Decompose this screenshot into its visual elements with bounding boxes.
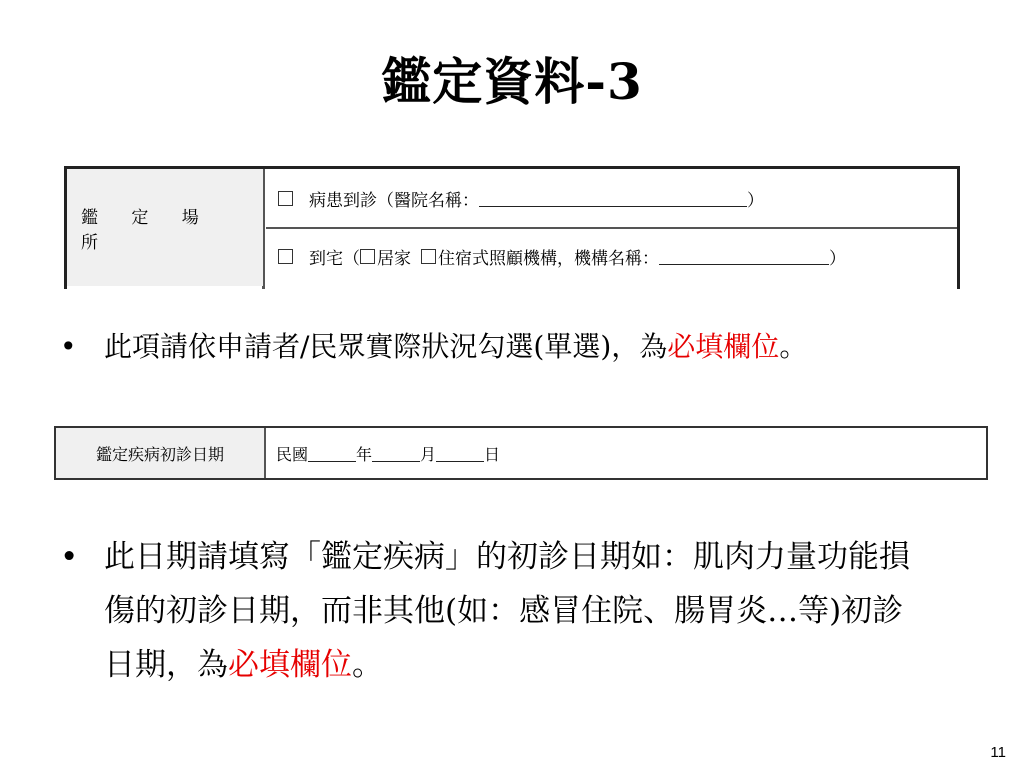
bullet2-text: 此日期請填寫「鑑定疾病」的初診日期如：肌肉力量功能損傷的初診日期，而非其他(如：感冒住院、腸胃炎…等)初診日期，為: [104, 539, 910, 683]
table-cut-edge: [64, 286, 960, 289]
day-blank[interactable]: [436, 445, 484, 462]
location-label: 鑑 定 場 所: [67, 169, 265, 286]
bullet2-end: 。: [352, 647, 383, 683]
care-facility-checkbox[interactable]: [421, 249, 436, 264]
location-option-hospital: [266, 169, 957, 229]
bullet2-required: 必填欄位: [228, 647, 352, 683]
roc-prefix: 民國: [276, 444, 309, 464]
facility-close-paren: ）: [829, 248, 846, 269]
bullet1-end: 。: [779, 330, 808, 363]
bullet-marker: •: [60, 330, 77, 363]
diagnosis-date-label: 鑑定疾病初診日期: [56, 428, 266, 478]
location-option-home: [266, 227, 957, 285]
hospital-close-paren: ）: [747, 190, 764, 211]
facility-name-blank[interactable]: [659, 248, 829, 265]
residence-label: 居家: [377, 248, 411, 269]
hospital-checkbox[interactable]: [278, 191, 293, 206]
diagnosis-date-value: [266, 428, 500, 478]
hospital-name-blank[interactable]: [479, 190, 747, 207]
bullet1-required: 必填欄位: [667, 330, 780, 363]
page-number: 11: [990, 744, 1006, 761]
bullet-marker: •: [60, 539, 79, 575]
assessment-location-table: [64, 166, 960, 286]
hospital-option-text: 病患到診（醫院名稱：: [309, 190, 479, 211]
year-label: 年: [356, 444, 373, 464]
diagnosis-date-table: [54, 426, 988, 480]
home-visit-text: 到宅（: [309, 248, 360, 269]
month-blank[interactable]: [372, 445, 420, 462]
bullet1-text: 此項請依申請者/民眾實際狀況勾選(單選)，為: [104, 330, 668, 363]
care-facility-label: 住宿式照顧機構，機構名稱：: [438, 248, 659, 269]
bullet-date-instruction: [60, 530, 930, 692]
year-blank[interactable]: [308, 445, 356, 462]
home-visit-checkbox[interactable]: [278, 249, 293, 264]
bullet-location-instruction: [60, 328, 940, 366]
day-label: 日: [484, 444, 501, 464]
month-label: 月: [420, 444, 437, 464]
residence-checkbox[interactable]: [360, 249, 375, 264]
page-title: 鑑定資料-3: [381, 52, 643, 111]
